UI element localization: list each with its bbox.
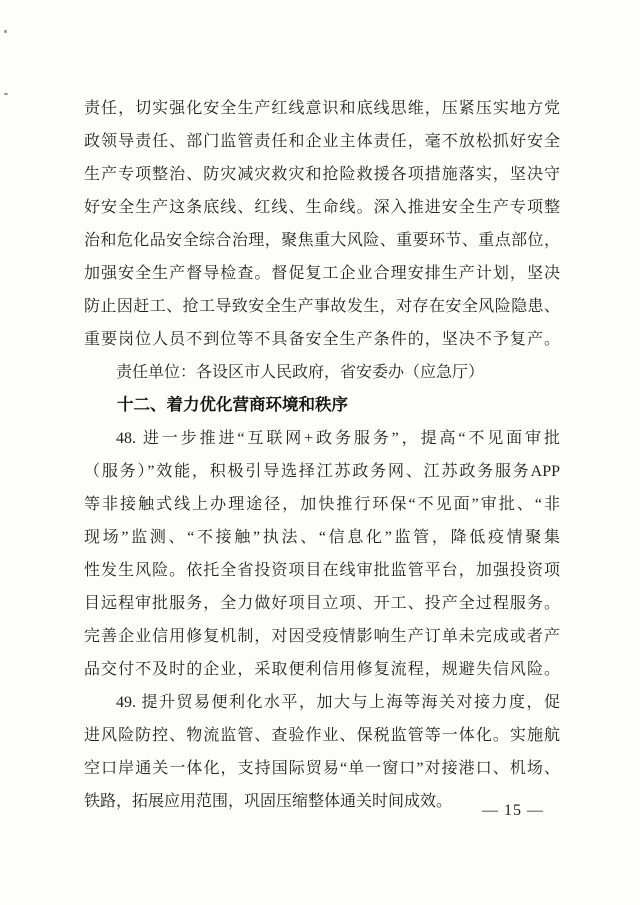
text-line: 责任单位：各设区市人民政府，省安委办（应急厅） (116, 364, 485, 381)
document-text-block (84, 92, 560, 818)
text-line: 现场”监测、“不接触”执法、“信息化”监管，降低疫情聚集 (84, 529, 560, 546)
text-line: 等非接触式线上办理途径，加快推行环保“不见面”审批、“非 (84, 496, 560, 513)
text-line: （服务）”效能，积极引导选择江苏政务网、江苏政务服务APP (84, 463, 560, 480)
text-line: 治和危化品安全综合治理，聚焦重大风险、重要环节、重点部位， (84, 232, 560, 249)
text-line: 好安全生产这条底线、红线、生命线。深入推进安全生产专项整 (84, 199, 560, 216)
text-line: 进风险防控、物流监管、查验作业、保税监管等一体化。实施航 (84, 727, 560, 744)
text-line: 责任，切实强化安全生产红线意识和底线思维，压紧压实地方党 (84, 100, 560, 117)
text-line: 防止因赶工、抢工导致安全生产事故发生，对存在安全风险隐患、 (84, 298, 560, 315)
text-line: 目远程审批服务，全力做好项目立项、开工、投产全过程服务。 (84, 595, 560, 612)
text-line: 生产专项整治、防灾减灾救灾和抢险救援各项措施落实，坚决守 (84, 166, 560, 183)
text-line: 48. 进一步推进“互联网+政务服务”，提高“不见面审批 (116, 430, 560, 447)
scan-speck (4, 30, 7, 33)
text-line: 政领导责任、部门监管责任和企业主体责任，毫不放松抓好安全 (84, 133, 560, 150)
text-line: 完善企业信用修复机制，对因受疫情影响生产订单未完成或者产 (84, 628, 560, 645)
text-line: 加强安全生产督导检查。督促复工企业合理安排生产计划，坚决 (84, 265, 560, 282)
text-line: 铁路，拓展应用范围，巩固压缩整体通关时间成效。 (84, 793, 453, 810)
scan-speck (4, 93, 8, 95)
text-line: 性发生风险。依托全省投资项目在线审批监管平台，加强投资项 (84, 562, 560, 579)
text-line: 品交付不及时的企业，采取便利信用修复流程，规避失信风险。 (84, 661, 560, 678)
text-line: 重要岗位人员不到位等不具备安全生产条件的，坚决不予复产。 (84, 331, 560, 348)
text-line: 空口岸通关一体化，支持国际贸易“单一窗口”对接港口、机场、 (84, 760, 560, 777)
page-number: — 15 — (482, 802, 544, 819)
text-line: 49. 提升贸易便利化水平，加大与上海等海关对接力度，促 (116, 694, 560, 711)
text-line: 十二、着力优化营商环境和秩序 (117, 396, 348, 414)
